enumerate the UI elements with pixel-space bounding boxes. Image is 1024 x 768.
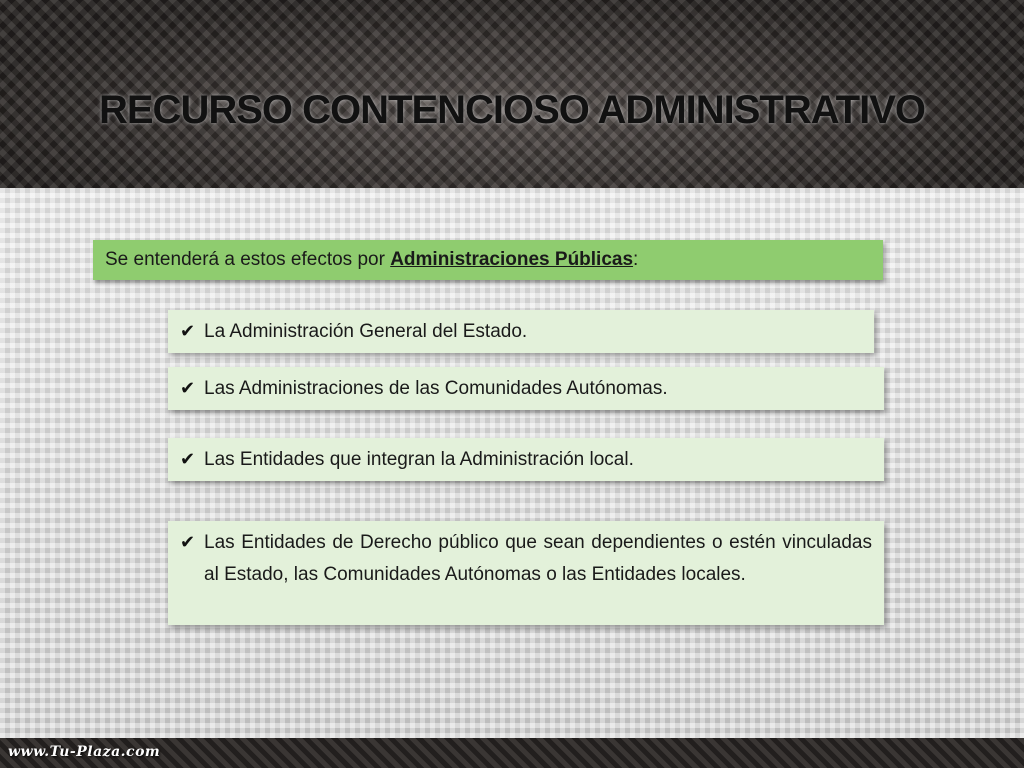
intro-emphasis: Administraciones Públicas xyxy=(390,249,634,270)
list-item xyxy=(168,310,874,353)
list-item-text: La Administración General del Estado. xyxy=(204,320,528,342)
checkmark-icon: ✔ xyxy=(180,377,196,399)
slide-title: RECURSO CONTENCIOSO ADMINISTRATIVO xyxy=(98,88,926,132)
checkmark-icon: ✔ xyxy=(180,532,196,553)
list-item xyxy=(168,367,884,410)
list-item xyxy=(168,521,884,625)
list-item-text: Las Entidades de Derecho público que sean dependientes o estén vinculadas al Estado, las Comunidades Autónomas o las Entidades locales. xyxy=(204,532,872,585)
intro-suffix: : xyxy=(633,249,639,270)
list-item-text: Las Entidades que integran la Administración local. xyxy=(204,448,634,470)
list-item-text: Las Administraciones de las Comunidades Autónomas. xyxy=(204,377,668,399)
intro-prefix: Se entenderá a estos efectos por xyxy=(105,249,391,270)
checkmark-icon: ✔ xyxy=(180,320,196,342)
list-item xyxy=(168,438,884,481)
intro-box xyxy=(93,240,883,280)
footer-watermark: www.Tu-Plaza.com xyxy=(8,744,161,760)
checkmark-icon: ✔ xyxy=(180,448,196,470)
